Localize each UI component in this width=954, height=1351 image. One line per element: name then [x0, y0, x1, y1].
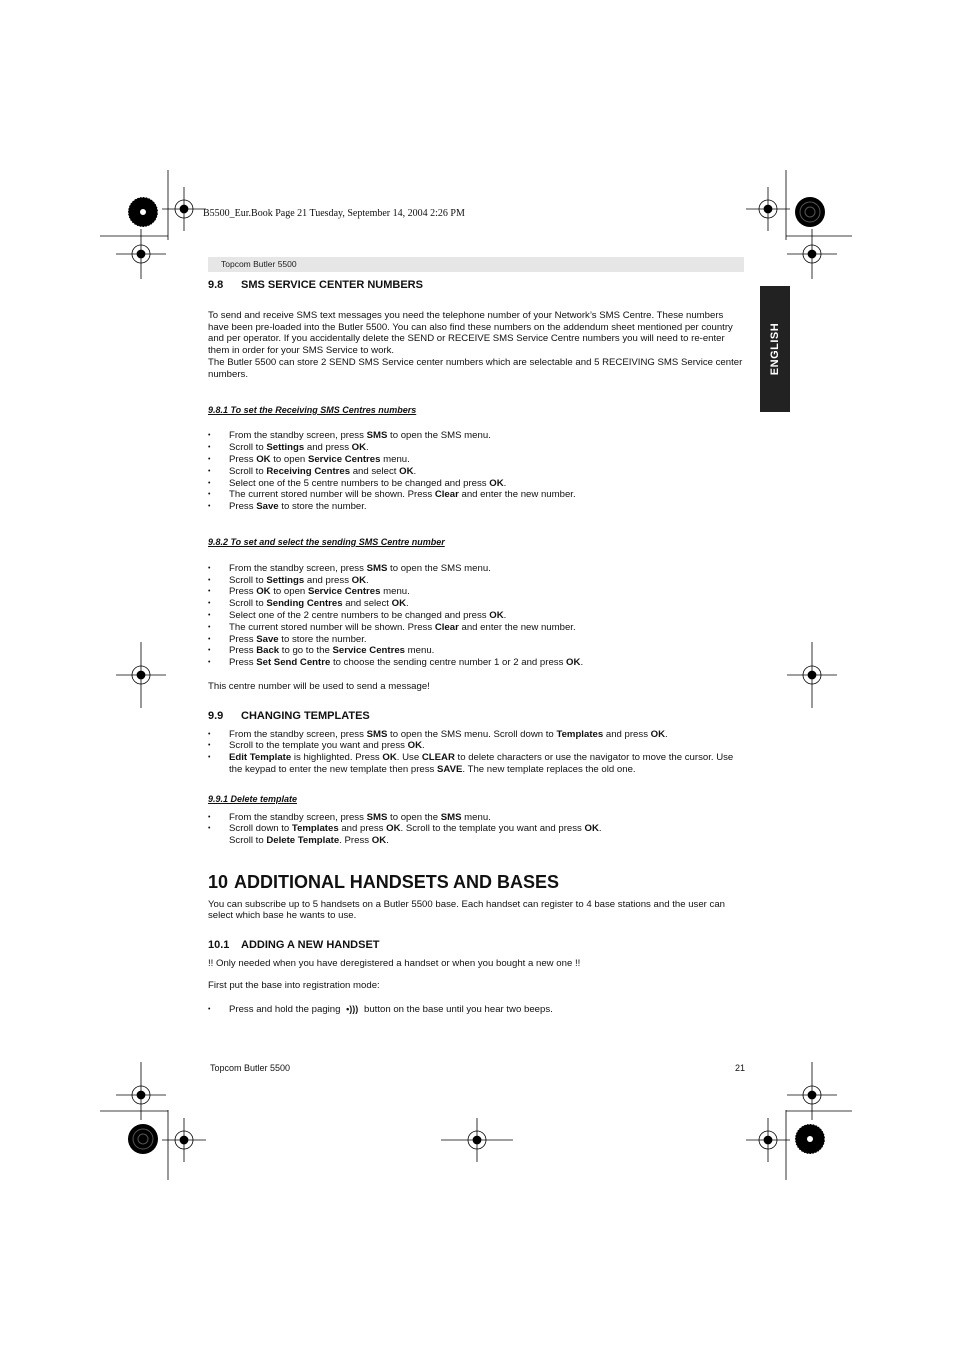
page-content: [208, 280, 744, 1015]
list-item: • Edit Template is highlighted. Press OK. Use CLEAR to delete characters or use the navigator to move the cursor. Use the keypad to enter the new template then press SAVE. The new template replaces the old one.: [208, 752, 744, 776]
list-item: • Select one of the 5 centre numbers to be changed and press OK.: [208, 478, 744, 490]
list-item: • From the standby screen, press SMS to open the SMS menu.: [208, 812, 744, 824]
list-item: • Press Back to go to the Service Centres menu.: [208, 645, 744, 657]
print-slug: B5500_Eur.Book Page 21 Tuesday, September 14, 2004 2:26 PM: [203, 208, 465, 219]
paragraph: To send and receive SMS text messages you need the telephone number of your Network’s SMS Centre. These numbers have been pre-loaded into the Butler 5500. You can also find these numbers on the addendum sheet mentioned per country and per operator. If you accidentally delete the SEND or RECEIVE SMS Service Centre numbers you will need to re-enter them in order for your SMS Service to work.: [208, 309, 733, 357]
paragraph: You can subscribe up to 5 handsets on a Butler 5500 base. Each handset can register to 4 base stations and the user can select which base he wants to use.: [208, 898, 725, 922]
step-list: [208, 430, 744, 513]
footer-title: Topcom Butler 5500: [210, 1063, 291, 1073]
chapter-heading-10: 10 ADDITIONAL HANDSETS AND BASES: [208, 871, 560, 892]
language-tab-label: ENGLISH: [769, 322, 781, 376]
list-item: • Scroll to Sending Centres and select OK.: [208, 598, 744, 610]
running-header-text: Topcom Butler 5500: [221, 259, 297, 269]
paragraph: This centre number will be used to send a message!: [208, 680, 430, 692]
list-item: • Scroll to Settings and press OK.: [208, 575, 744, 587]
paragraph: First put the base into registration mode:: [208, 979, 380, 991]
language-tab: [760, 286, 790, 412]
list-item: • Scroll down to Templates and press OK. Scroll to the template you want and press OK.: [208, 823, 744, 835]
paging-icon: •))): [346, 1003, 359, 1014]
subsection-heading-9-8-1: 9.8.1 To set the Receiving SMS Centres numbers: [208, 404, 417, 415]
list-continuation: Scroll to Delete Template. Press OK.: [229, 835, 389, 847]
step-list: [208, 1004, 744, 1016]
list-item: • Select one of the 2 centre numbers to be changed and press OK.: [208, 610, 744, 622]
list-item: • Press OK to open Service Centres menu.: [208, 454, 744, 466]
paragraph: The Butler 5500 can store 2 SEND SMS Service center numbers which are selectable and 5 RECEIVING SMS Service center numbers.: [208, 356, 743, 380]
list-item: • Scroll to the template you want and press OK.: [208, 740, 744, 752]
page-number: 21: [735, 1063, 746, 1073]
list-item: • Scroll to Settings and press OK.: [208, 442, 744, 454]
subsection-heading-9-8-2: 9.8.2 To set and select the sending SMS Centre number: [208, 536, 445, 547]
list-item: • From the standby screen, press SMS to open the SMS menu.: [208, 563, 744, 575]
list-item: • From the standby screen, press SMS to open the SMS menu.: [208, 430, 744, 442]
list-item: • Scroll to Receiving Centres and select OK.: [208, 466, 744, 478]
paragraph: !! Only needed when you have deregistered a handset or when you bought a new one !!: [208, 958, 581, 970]
list-item: • Press Save to store the number.: [208, 634, 744, 646]
step-list: [208, 563, 744, 669]
list-item: • From the standby screen, press SMS to open the SMS menu. Scroll down to Templates and press OK.: [208, 729, 744, 741]
list-item: • Press and hold the paging •))) button on the base until you hear two beeps.: [208, 1004, 744, 1016]
list-item: • The current stored number will be shown. Press Clear and enter the new number.: [208, 622, 744, 634]
section-heading-9-8: 9.8 SMS SERVICE CENTER NUMBERS: [208, 279, 423, 291]
list-item: • Press Set Send Centre to choose the sending centre number 1 or 2 and press OK.: [208, 657, 744, 669]
step-list: [208, 729, 744, 776]
list-item: • Press OK to open Service Centres menu.: [208, 586, 744, 598]
section-heading-10-1: 10.1 ADDING A NEW HANDSET: [208, 939, 380, 952]
list-item: • Press Save to store the number.: [208, 501, 744, 513]
section-heading-9-9: 9.9 CHANGING TEMPLATES: [208, 709, 370, 722]
running-header: [208, 257, 744, 272]
subsection-heading-9-9-1: 9.9.1 Delete template: [208, 793, 298, 804]
list-item: • The current stored number will be shown. Press Clear and enter the new number.: [208, 489, 744, 501]
step-list: [208, 812, 744, 836]
